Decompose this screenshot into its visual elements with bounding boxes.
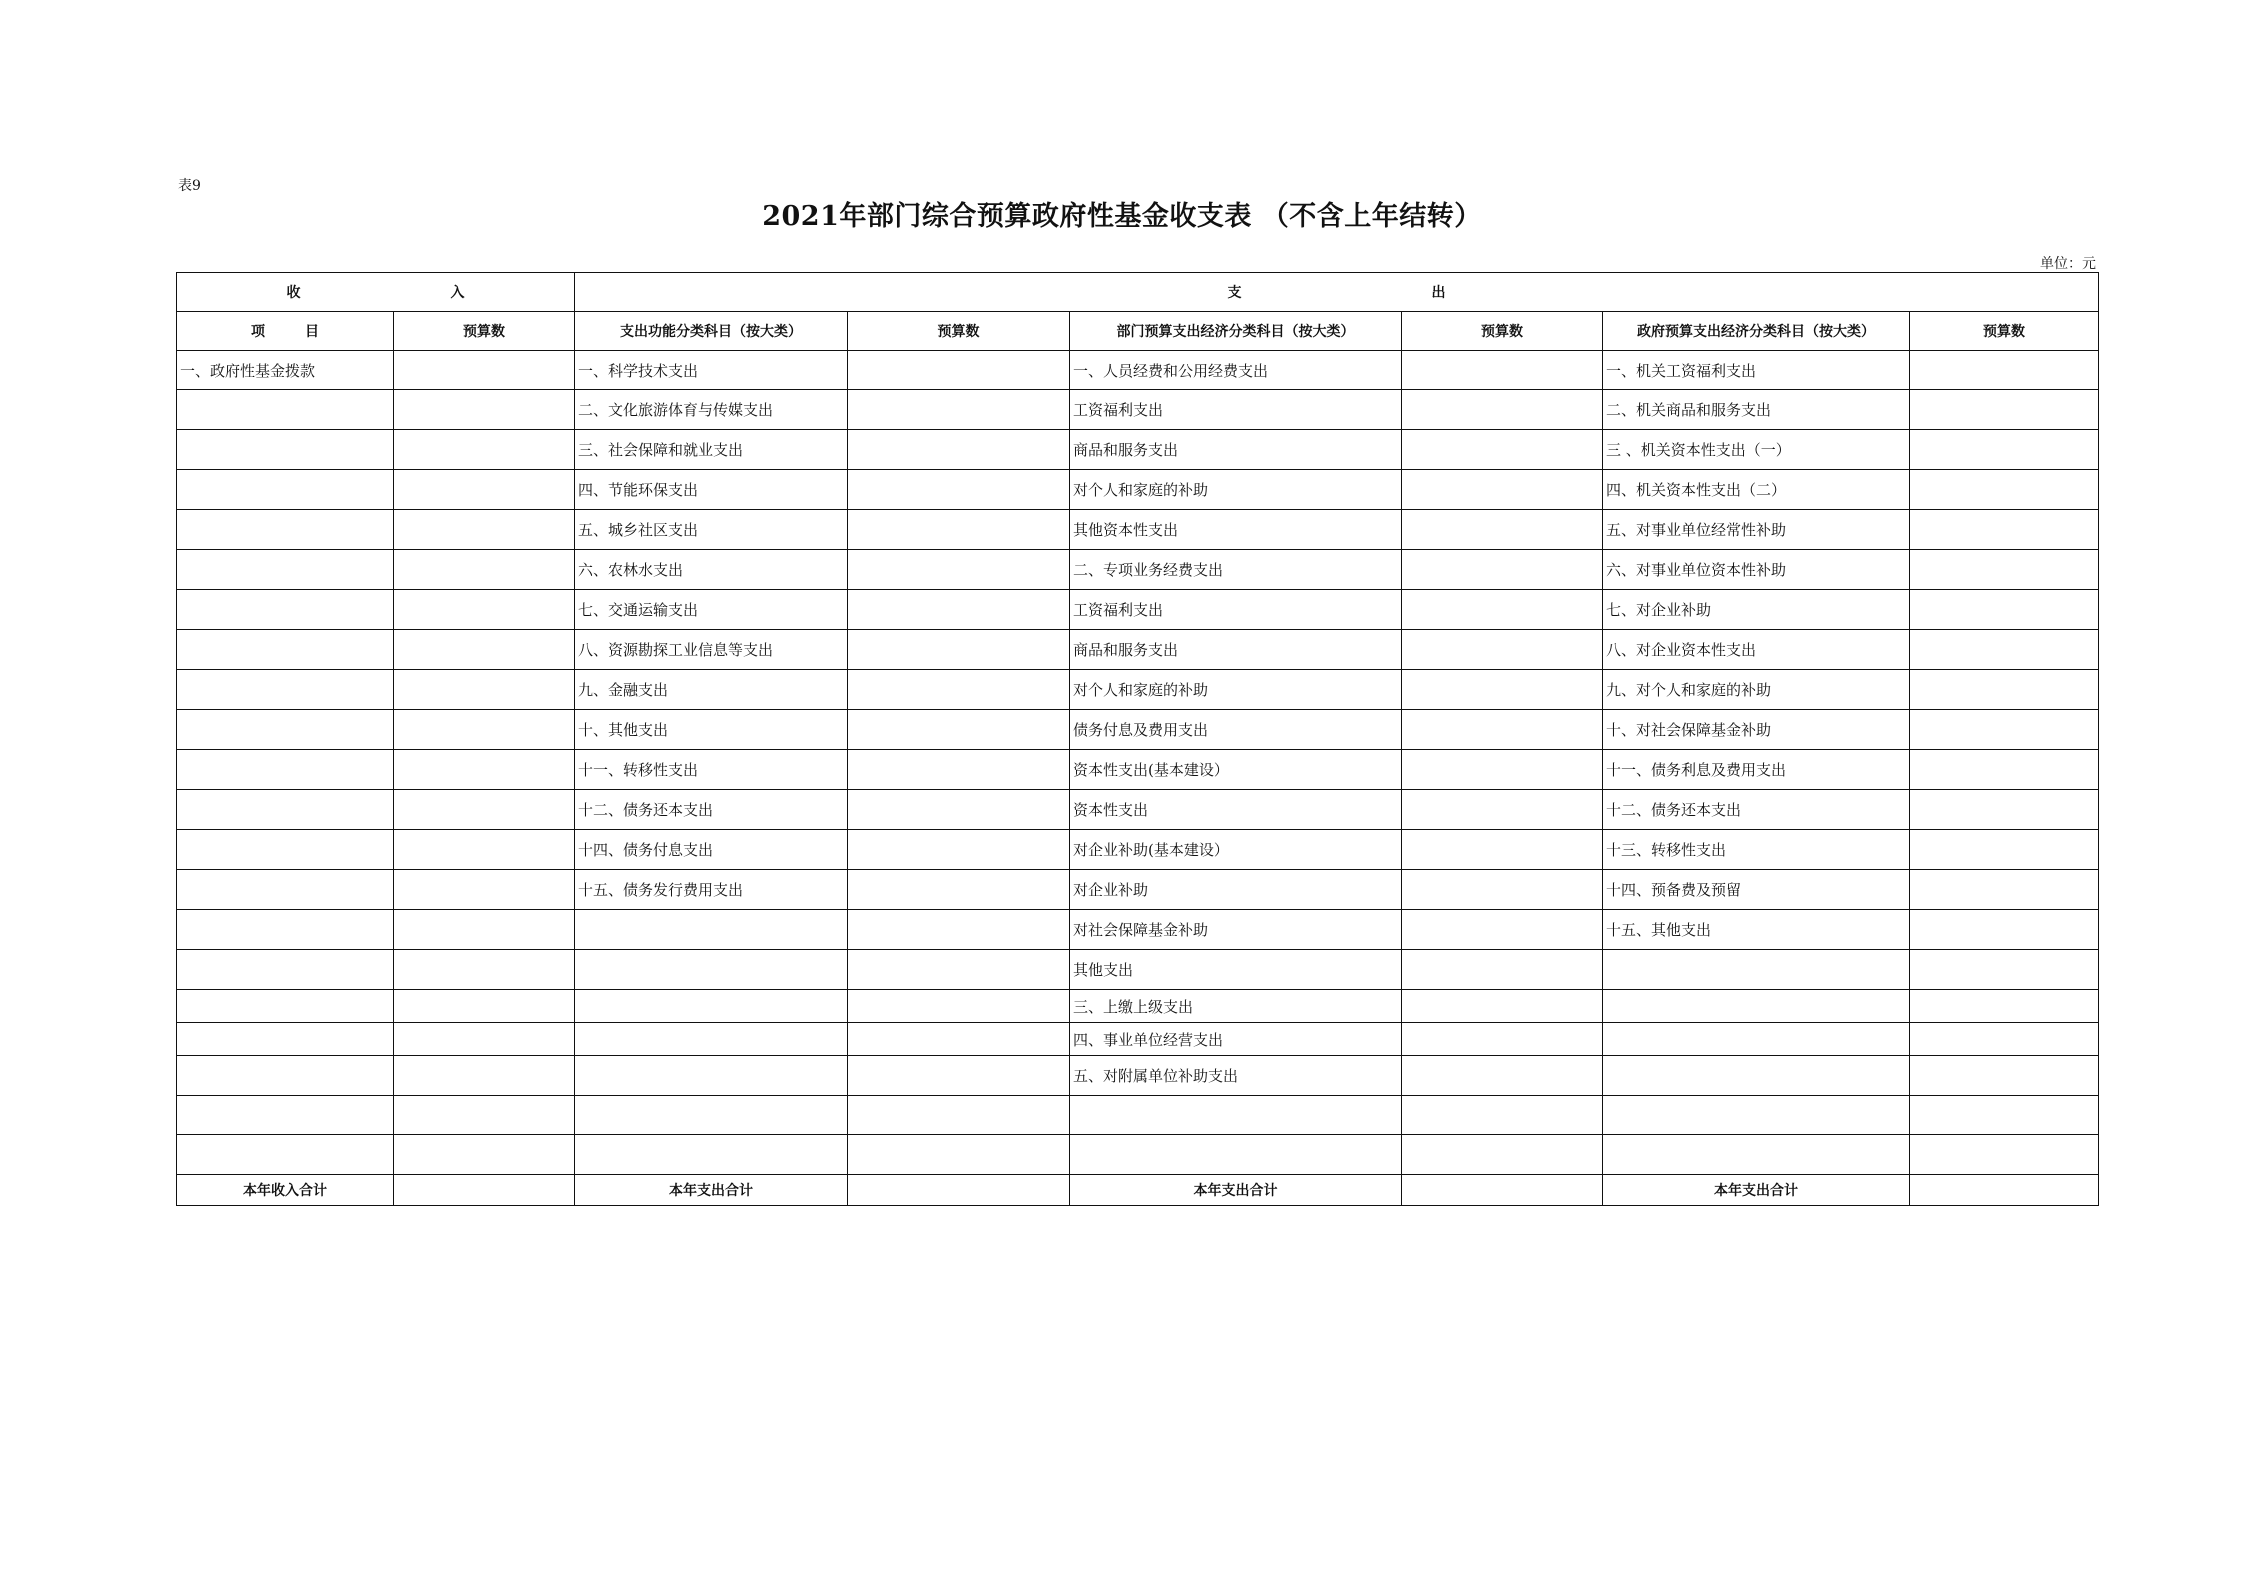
dept-item-cell: 工资福利支出	[1070, 590, 1402, 630]
income-budget-cell	[394, 1056, 575, 1096]
expense-header-char-1: 支	[1227, 285, 1242, 301]
income-budget-cell	[394, 910, 575, 950]
income-item-cell	[177, 550, 394, 590]
function-item-cell: 十、其他支出	[575, 710, 848, 750]
income-budget-cell	[394, 750, 575, 790]
section-header-row	[177, 273, 2099, 312]
col-header-function-class: 支出功能分类科目（按大类）	[575, 312, 848, 351]
income-item-cell	[177, 710, 394, 750]
dept-budget-cell	[1402, 1096, 1603, 1135]
income-budget-cell	[394, 870, 575, 910]
function-budget-cell	[848, 990, 1070, 1023]
dept-budget-cell	[1402, 590, 1603, 630]
function-total-label: 本年支出合计	[575, 1175, 848, 1206]
dept-budget-cell	[1402, 630, 1603, 670]
function-item-cell: 十四、债务付息支出	[575, 830, 848, 870]
dept-item-cell: 资本性支出	[1070, 790, 1402, 830]
gov-item-cell: 十一、债务利息及费用支出	[1603, 750, 1910, 790]
gov-item-cell: 十三、转移性支出	[1603, 830, 1910, 870]
gov-budget-cell	[1910, 510, 2099, 550]
table-row	[177, 870, 2099, 910]
expense-header-char-2: 出	[1431, 285, 1446, 301]
income-budget-cell	[394, 1096, 575, 1135]
function-budget-cell	[848, 670, 1070, 710]
column-header-row	[177, 312, 2099, 351]
income-item-cell: 一、政府性基金拨款	[177, 351, 394, 390]
table-row	[177, 790, 2099, 830]
function-budget-cell	[848, 390, 1070, 430]
function-item-cell: 一、科学技术支出	[575, 351, 848, 390]
income-item-cell	[177, 990, 394, 1023]
function-budget-cell	[848, 950, 1070, 990]
income-item-cell	[177, 830, 394, 870]
table-row	[177, 1096, 2099, 1135]
gov-item-cell: 十五、其他支出	[1603, 910, 1910, 950]
gov-item-cell	[1603, 1135, 1910, 1175]
income-total-value	[394, 1175, 575, 1206]
gov-item-cell	[1603, 990, 1910, 1023]
dept-item-cell: 商品和服务支出	[1070, 430, 1402, 470]
function-budget-cell	[848, 710, 1070, 750]
col-header-income-budget: 预算数	[394, 312, 575, 351]
function-budget-cell	[848, 430, 1070, 470]
income-item-cell	[177, 670, 394, 710]
income-budget-cell	[394, 790, 575, 830]
function-item-cell: 十一、转移性支出	[575, 750, 848, 790]
gov-item-cell: 六、对事业单位资本性补助	[1603, 550, 1910, 590]
gov-budget-cell	[1910, 1056, 2099, 1096]
gov-budget-cell	[1910, 550, 2099, 590]
gov-item-cell: 七、对企业补助	[1603, 590, 1910, 630]
col-header-item-char-1: 项	[251, 324, 265, 340]
income-budget-cell	[394, 630, 575, 670]
income-item-cell	[177, 630, 394, 670]
function-item-cell: 二、文化旅游体育与传媒支出	[575, 390, 848, 430]
income-budget-cell	[394, 1135, 575, 1175]
function-item-cell: 八、资源勘探工业信息等支出	[575, 630, 848, 670]
income-budget-cell	[394, 830, 575, 870]
unit-label: 单位：元	[2040, 256, 2096, 272]
dept-budget-cell	[1402, 870, 1603, 910]
function-item-cell	[575, 910, 848, 950]
dept-item-cell: 对企业补助	[1070, 870, 1402, 910]
function-budget-cell	[848, 1023, 1070, 1056]
function-budget-cell	[848, 750, 1070, 790]
dept-budget-cell	[1402, 430, 1603, 470]
table-row	[177, 390, 2099, 430]
dept-total-value	[1402, 1175, 1603, 1206]
dept-total-label: 本年支出合计	[1070, 1175, 1402, 1206]
dept-item-cell: 一、人员经费和公用经费支出	[1070, 351, 1402, 390]
dept-budget-cell	[1402, 510, 1603, 550]
gov-item-cell: 十二、债务还本支出	[1603, 790, 1910, 830]
table-row	[177, 710, 2099, 750]
dept-item-cell: 债务付息及费用支出	[1070, 710, 1402, 750]
gov-budget-cell	[1910, 470, 2099, 510]
gov-item-cell: 九、对个人和家庭的补助	[1603, 670, 1910, 710]
gov-budget-cell	[1910, 670, 2099, 710]
function-budget-cell	[848, 790, 1070, 830]
function-item-cell: 十二、债务还本支出	[575, 790, 848, 830]
dept-item-cell: 工资福利支出	[1070, 390, 1402, 430]
gov-item-cell: 五、对事业单位经常性补助	[1603, 510, 1910, 550]
gov-budget-cell	[1910, 430, 2099, 470]
income-item-cell	[177, 510, 394, 550]
gov-budget-cell	[1910, 950, 2099, 990]
income-budget-cell	[394, 950, 575, 990]
income-budget-cell	[394, 670, 575, 710]
gov-budget-cell	[1910, 870, 2099, 910]
income-budget-cell	[394, 550, 575, 590]
dept-budget-cell	[1402, 351, 1603, 390]
income-budget-cell	[394, 1023, 575, 1056]
gov-budget-cell	[1910, 830, 2099, 870]
table-row	[177, 430, 2099, 470]
function-budget-cell	[848, 870, 1070, 910]
dept-item-cell	[1070, 1135, 1402, 1175]
function-budget-cell	[848, 590, 1070, 630]
income-item-cell	[177, 910, 394, 950]
dept-item-cell: 三、上缴上级支出	[1070, 990, 1402, 1023]
table-row	[177, 590, 2099, 630]
dept-budget-cell	[1402, 550, 1603, 590]
function-budget-cell	[848, 550, 1070, 590]
function-budget-cell	[848, 630, 1070, 670]
function-item-cell: 十五、债务发行费用支出	[575, 870, 848, 910]
dept-item-cell: 其他资本性支出	[1070, 510, 1402, 550]
table-row	[177, 1135, 2099, 1175]
budget-table	[176, 272, 2099, 1206]
dept-budget-cell	[1402, 950, 1603, 990]
dept-budget-cell	[1402, 470, 1603, 510]
function-item-cell: 七、交通运输支出	[575, 590, 848, 630]
col-header-dept-budget: 预算数	[1402, 312, 1603, 351]
gov-item-cell: 四、机关资本性支出（二）	[1603, 470, 1910, 510]
income-budget-cell	[394, 590, 575, 630]
income-budget-cell	[394, 430, 575, 470]
function-item-cell	[575, 950, 848, 990]
income-header-char-1: 收	[286, 285, 301, 301]
income-item-cell	[177, 790, 394, 830]
income-item-cell	[177, 590, 394, 630]
expense-section-header	[575, 273, 2099, 312]
col-header-gov-budget: 预算数	[1910, 312, 2099, 351]
table-row	[177, 550, 2099, 590]
col-header-gov-economic-class: 政府预算支出经济分类科目（按大类）	[1603, 312, 1910, 351]
dept-budget-cell	[1402, 710, 1603, 750]
function-budget-cell	[848, 1056, 1070, 1096]
income-item-cell	[177, 950, 394, 990]
income-item-cell	[177, 1096, 394, 1135]
table-row	[177, 470, 2099, 510]
table-row	[177, 510, 2099, 550]
table-row	[177, 950, 2099, 990]
gov-budget-cell	[1910, 351, 2099, 390]
dept-budget-cell	[1402, 790, 1603, 830]
gov-item-cell: 十、对社会保障基金补助	[1603, 710, 1910, 750]
income-item-cell	[177, 1135, 394, 1175]
gov-item-cell: 二、机关商品和服务支出	[1603, 390, 1910, 430]
function-total-value	[848, 1175, 1070, 1206]
table-row	[177, 830, 2099, 870]
table-row	[177, 630, 2099, 670]
dept-budget-cell	[1402, 1023, 1603, 1056]
gov-item-cell	[1603, 1056, 1910, 1096]
dept-budget-cell	[1402, 670, 1603, 710]
function-budget-cell	[848, 830, 1070, 870]
table-row	[177, 910, 2099, 950]
dept-item-cell: 对个人和家庭的补助	[1070, 470, 1402, 510]
income-budget-cell	[394, 990, 575, 1023]
gov-budget-cell	[1910, 630, 2099, 670]
dept-item-cell: 对社会保障基金补助	[1070, 910, 1402, 950]
table-row	[177, 351, 2099, 390]
income-budget-cell	[394, 510, 575, 550]
dept-item-cell: 对个人和家庭的补助	[1070, 670, 1402, 710]
function-item-cell	[575, 1023, 848, 1056]
income-budget-cell	[394, 710, 575, 750]
dept-budget-cell	[1402, 910, 1603, 950]
totals-row	[177, 1175, 2099, 1206]
gov-item-cell: 三 、机关资本性支出（一）	[1603, 430, 1910, 470]
income-item-cell	[177, 430, 394, 470]
income-budget-cell	[394, 390, 575, 430]
gov-item-cell: 十四、预备费及预留	[1603, 870, 1910, 910]
gov-budget-cell	[1910, 910, 2099, 950]
function-budget-cell	[848, 1135, 1070, 1175]
col-header-item	[177, 312, 394, 351]
function-item-cell	[575, 1056, 848, 1096]
gov-budget-cell	[1910, 1096, 2099, 1135]
dept-item-cell: 二、专项业务经费支出	[1070, 550, 1402, 590]
dept-item-cell	[1070, 1096, 1402, 1135]
income-item-cell	[177, 750, 394, 790]
dept-budget-cell	[1402, 990, 1603, 1023]
dept-item-cell: 商品和服务支出	[1070, 630, 1402, 670]
gov-budget-cell	[1910, 1135, 2099, 1175]
gov-item-cell	[1603, 950, 1910, 990]
gov-budget-cell	[1910, 590, 2099, 630]
function-item-cell: 六、农林水支出	[575, 550, 848, 590]
income-item-cell	[177, 870, 394, 910]
col-header-dept-economic-class: 部门预算支出经济分类科目（按大类）	[1070, 312, 1402, 351]
dept-budget-cell	[1402, 1056, 1603, 1096]
col-header-function-budget: 预算数	[848, 312, 1070, 351]
dept-item-cell: 资本性支出(基本建设）	[1070, 750, 1402, 790]
function-budget-cell	[848, 470, 1070, 510]
function-item-cell: 五、城乡社区支出	[575, 510, 848, 550]
gov-total-label: 本年支出合计	[1603, 1175, 1910, 1206]
gov-budget-cell	[1910, 990, 2099, 1023]
income-total-label: 本年收入合计	[177, 1175, 394, 1206]
income-item-cell	[177, 1056, 394, 1096]
dept-budget-cell	[1402, 390, 1603, 430]
dept-budget-cell	[1402, 1135, 1603, 1175]
gov-total-value	[1910, 1175, 2099, 1206]
gov-item-cell	[1603, 1023, 1910, 1056]
col-header-item-char-2: 目	[305, 324, 319, 340]
function-item-cell: 九、金融支出	[575, 670, 848, 710]
dept-item-cell: 五、对附属单位补助支出	[1070, 1056, 1402, 1096]
income-budget-cell	[394, 470, 575, 510]
income-item-cell	[177, 390, 394, 430]
function-item-cell	[575, 1096, 848, 1135]
gov-budget-cell	[1910, 710, 2099, 750]
gov-item-cell: 一、机关工资福利支出	[1603, 351, 1910, 390]
income-section-header	[177, 273, 575, 312]
gov-item-cell	[1603, 1096, 1910, 1135]
function-item-cell: 三、社会保障和就业支出	[575, 430, 848, 470]
function-item-cell	[575, 1135, 848, 1175]
table-number-label: 表9	[178, 178, 201, 194]
gov-budget-cell	[1910, 1023, 2099, 1056]
income-item-cell	[177, 1023, 394, 1056]
function-budget-cell	[848, 910, 1070, 950]
dept-item-cell: 四、事业单位经营支出	[1070, 1023, 1402, 1056]
gov-budget-cell	[1910, 390, 2099, 430]
table-row	[177, 1023, 2099, 1056]
table-row	[177, 670, 2099, 710]
income-budget-cell	[394, 351, 575, 390]
dept-item-cell: 其他支出	[1070, 950, 1402, 990]
dept-budget-cell	[1402, 750, 1603, 790]
dept-item-cell: 对企业补助(基本建设）	[1070, 830, 1402, 870]
function-budget-cell	[848, 510, 1070, 550]
gov-budget-cell	[1910, 750, 2099, 790]
function-item-cell	[575, 990, 848, 1023]
function-budget-cell	[848, 1096, 1070, 1135]
function-budget-cell	[848, 351, 1070, 390]
table-row	[177, 750, 2099, 790]
table-row	[177, 990, 2099, 1023]
table-row	[177, 1056, 2099, 1096]
function-item-cell: 四、节能环保支出	[575, 470, 848, 510]
gov-item-cell: 八、对企业资本性支出	[1603, 630, 1910, 670]
dept-budget-cell	[1402, 830, 1603, 870]
income-header-char-2: 入	[450, 285, 465, 301]
gov-budget-cell	[1910, 790, 2099, 830]
document-title: 2021年部门综合预算政府性基金收支表 （不含上年结转）	[762, 201, 1482, 232]
income-item-cell	[177, 470, 394, 510]
